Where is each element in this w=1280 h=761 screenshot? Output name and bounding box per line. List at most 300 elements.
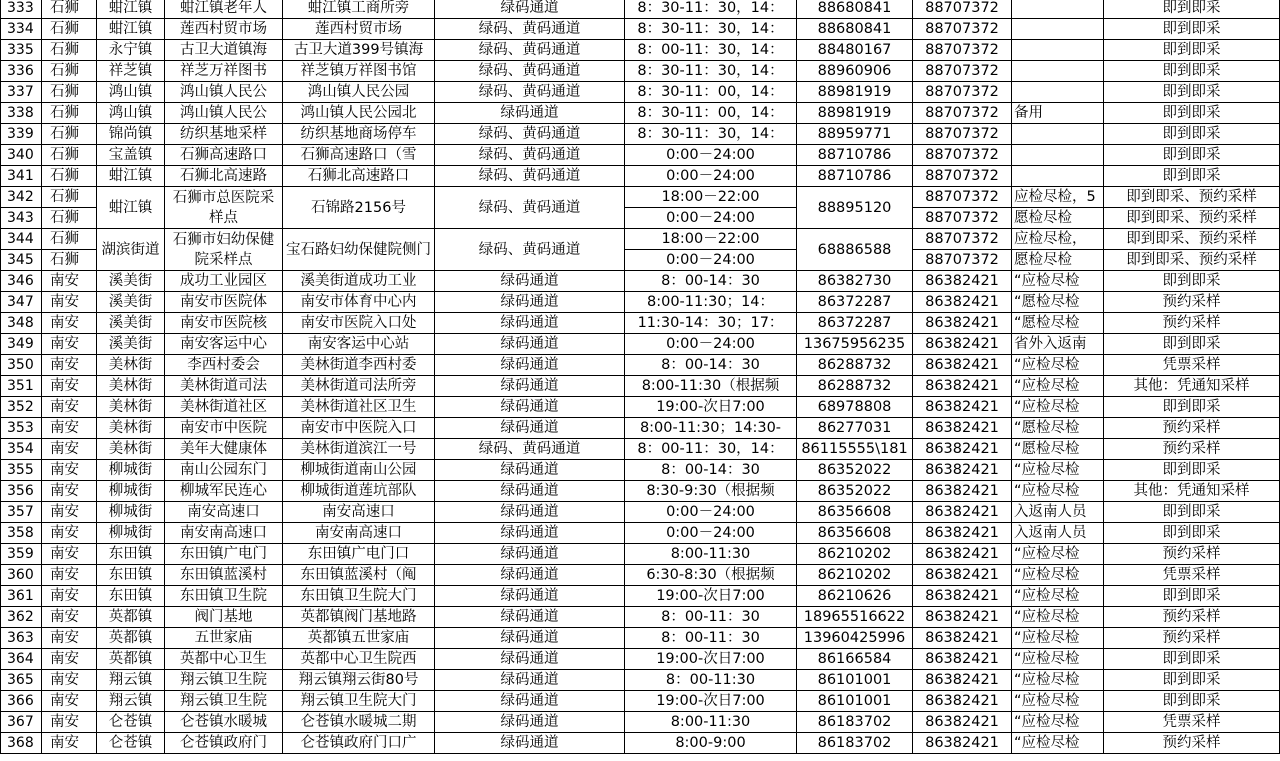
channel-cell: 绿码通道 — [435, 628, 625, 649]
table-row — [1, 103, 1280, 124]
table-row — [1, 187, 1280, 208]
channel-cell: 绿码通道 — [435, 271, 625, 292]
town-cell: 东田镇 — [97, 544, 165, 565]
time-cell: 8:00-11:30 — [625, 544, 797, 565]
channel-cell: 绿码通道 — [435, 292, 625, 313]
row-number: 345 — [1, 250, 42, 271]
city-cell: 南安 — [42, 628, 97, 649]
row-number: 349 — [1, 334, 42, 355]
row-number: 334 — [1, 19, 42, 40]
town-cell: 祥芝镇 — [97, 61, 165, 82]
hotline-cell: 86382421 — [913, 439, 1012, 460]
channel-cell: 绿码通道 — [435, 334, 625, 355]
phone-cell: 86288732 — [797, 376, 913, 397]
table-row — [1, 124, 1280, 145]
phone-cell: 86210202 — [797, 544, 913, 565]
row-number: 363 — [1, 628, 42, 649]
address-cell: 南安南高速口 — [283, 523, 435, 544]
row-number: 347 — [1, 292, 42, 313]
table-row — [1, 481, 1280, 502]
address-cell: 石锦路2156号 — [283, 187, 435, 229]
mode-cell: 即到即采、预约采样 — [1104, 250, 1280, 271]
time-cell: 8：30-11：30，14： — [625, 61, 797, 82]
time-cell: 8：30-11：30，14： — [625, 0, 797, 19]
mode-cell: 其他：凭通知采样 — [1104, 481, 1280, 502]
site-name-cell: 柳城军民连心 — [165, 481, 283, 502]
town-cell: 美林街 — [97, 439, 165, 460]
table-row — [1, 40, 1280, 61]
mode-cell: 即到即采 — [1104, 586, 1280, 607]
city-cell: 石狮 — [42, 19, 97, 40]
table-row — [1, 607, 1280, 628]
channel-cell: 绿码通道 — [435, 313, 625, 334]
table-row — [1, 397, 1280, 418]
row-number: 357 — [1, 502, 42, 523]
site-name-cell: 南安市医院核 — [165, 313, 283, 334]
address-cell: 东田镇卫生院大门 — [283, 586, 435, 607]
hotline-cell: 86382421 — [913, 334, 1012, 355]
table-row — [1, 271, 1280, 292]
address-cell: 宝石路妇幼保健院侧门 — [283, 229, 435, 271]
city-cell: 南安 — [42, 271, 97, 292]
phone-cell: 88895120 — [797, 187, 913, 229]
time-cell: 8：00-14：30 — [625, 271, 797, 292]
table-row — [1, 502, 1280, 523]
city-cell: 石狮 — [42, 61, 97, 82]
note-cell: 入返南人员 — [1012, 523, 1104, 544]
city-cell: 石狮 — [42, 250, 97, 271]
table-row — [1, 565, 1280, 586]
row-number: 353 — [1, 418, 42, 439]
phone-cell: 86277031 — [797, 418, 913, 439]
city-cell: 南安 — [42, 691, 97, 712]
address-cell: 南安客运中心站 — [283, 334, 435, 355]
table-row — [1, 0, 1280, 19]
mode-cell: 即到即采 — [1104, 691, 1280, 712]
mode-cell: 即到即采 — [1104, 145, 1280, 166]
site-name-cell: 李西村委会 — [165, 355, 283, 376]
city-cell: 南安 — [42, 502, 97, 523]
time-cell: 18:00－22:00 — [625, 187, 797, 208]
note-cell: “愿检尽检 — [1012, 439, 1104, 460]
city-cell: 南安 — [42, 439, 97, 460]
town-cell: 锦尚镇 — [97, 124, 165, 145]
note-cell: “应检尽检 — [1012, 376, 1104, 397]
channel-cell: 绿码通道 — [435, 103, 625, 124]
channel-cell: 绿码、黄码通道 — [435, 82, 625, 103]
note-cell — [1012, 124, 1104, 145]
town-cell: 美林街 — [97, 418, 165, 439]
town-cell: 蚶江镇 — [97, 166, 165, 187]
time-cell: 8:00-11:30；14:30- — [625, 418, 797, 439]
row-number: 346 — [1, 271, 42, 292]
time-cell: 8:00-11:30；14： — [625, 292, 797, 313]
time-cell: 8：00-11:30 — [625, 670, 797, 691]
row-number: 360 — [1, 565, 42, 586]
site-name-cell: 鸿山镇人民公 — [165, 82, 283, 103]
hotline-cell: 86382421 — [913, 502, 1012, 523]
hotline-cell: 86382421 — [913, 586, 1012, 607]
phone-cell: 88680841 — [797, 19, 913, 40]
phone-cell: 68978808 — [797, 397, 913, 418]
site-name-cell: 仑苍镇水暖城 — [165, 712, 283, 733]
mode-cell: 预约采样 — [1104, 313, 1280, 334]
site-name-cell: 南安市中医院 — [165, 418, 283, 439]
city-cell: 南安 — [42, 460, 97, 481]
mode-cell: 即到即采 — [1104, 124, 1280, 145]
town-cell: 柳城街 — [97, 523, 165, 544]
mode-cell: 凭票采样 — [1104, 355, 1280, 376]
address-cell: 翔云镇翔云街80号 — [283, 670, 435, 691]
address-cell: 柳城街道莲坑部队 — [283, 481, 435, 502]
note-cell: “应检尽检 — [1012, 397, 1104, 418]
mode-cell: 即到即采、预约采样 — [1104, 187, 1280, 208]
row-number: 333 — [1, 0, 42, 19]
town-cell: 英都镇 — [97, 649, 165, 670]
row-number: 350 — [1, 355, 42, 376]
address-cell: 纺织基地商场停车 — [283, 124, 435, 145]
row-number: 356 — [1, 481, 42, 502]
phone-cell: 88710786 — [797, 145, 913, 166]
hotline-cell: 86382421 — [913, 376, 1012, 397]
phone-cell: 86183702 — [797, 733, 913, 754]
hotline-cell: 86382421 — [913, 733, 1012, 754]
hotline-cell: 86382421 — [913, 712, 1012, 733]
time-cell: 8：30-11：30，14： — [625, 124, 797, 145]
mode-cell: 即到即采 — [1104, 670, 1280, 691]
row-number: 354 — [1, 439, 42, 460]
time-cell: 8：00-14：30 — [625, 355, 797, 376]
note-cell: “应检尽检 — [1012, 607, 1104, 628]
row-number: 367 — [1, 712, 42, 733]
time-cell: 8：30-11：30，14： — [625, 19, 797, 40]
town-cell: 英都镇 — [97, 628, 165, 649]
town-cell: 蚶江镇 — [97, 187, 165, 229]
phone-cell: 13675956235 — [797, 334, 913, 355]
time-cell: 6:30-8:30（根据频 — [625, 565, 797, 586]
site-name-cell: 东田镇蓝溪村 — [165, 565, 283, 586]
city-cell: 石狮 — [42, 187, 97, 208]
town-cell: 美林街 — [97, 355, 165, 376]
mode-cell: 即到即采、预约采样 — [1104, 229, 1280, 250]
hotline-cell: 86382421 — [913, 397, 1012, 418]
note-cell: “应检尽检 — [1012, 544, 1104, 565]
note-cell — [1012, 82, 1104, 103]
time-cell: 0:00－24:00 — [625, 250, 797, 271]
site-name-cell: 石狮市妇幼保健院采样点 — [165, 229, 283, 271]
address-cell: 仑苍镇政府门口广 — [283, 733, 435, 754]
hotline-cell: 88707372 — [913, 145, 1012, 166]
hotline-cell: 88707372 — [913, 40, 1012, 61]
site-name-cell: 美林街道社区 — [165, 397, 283, 418]
time-cell: 8：00-11：30 — [625, 607, 797, 628]
mode-cell: 即到即采 — [1104, 334, 1280, 355]
site-name-cell: 美年大健康体 — [165, 439, 283, 460]
hotline-cell: 86382421 — [913, 271, 1012, 292]
city-cell: 南安 — [42, 565, 97, 586]
address-cell: 南安市体育中心内 — [283, 292, 435, 313]
site-name-cell: 南安市医院体 — [165, 292, 283, 313]
phone-cell: 88680841 — [797, 0, 913, 19]
hotline-cell: 88707372 — [913, 208, 1012, 229]
note-cell: “应检尽检 — [1012, 481, 1104, 502]
hotline-cell: 86382421 — [913, 691, 1012, 712]
note-cell — [1012, 145, 1104, 166]
city-cell: 南安 — [42, 397, 97, 418]
time-cell: 0:00－24:00 — [625, 145, 797, 166]
site-name-cell: 英都中心卫生 — [165, 649, 283, 670]
city-cell: 南安 — [42, 292, 97, 313]
address-cell: 南安市中医院入口 — [283, 418, 435, 439]
hotline-cell: 86382421 — [913, 565, 1012, 586]
note-cell: “应检尽检 — [1012, 712, 1104, 733]
site-name-cell: 美林街道司法 — [165, 376, 283, 397]
address-cell: 东田镇广电门口 — [283, 544, 435, 565]
city-cell: 南安 — [42, 586, 97, 607]
channel-cell: 绿码通道 — [435, 481, 625, 502]
channel-cell: 绿码通道 — [435, 712, 625, 733]
note-cell: “应检尽检 — [1012, 733, 1104, 754]
city-cell: 南安 — [42, 649, 97, 670]
town-cell: 柳城街 — [97, 460, 165, 481]
channel-cell: 绿码、黄码通道 — [435, 61, 625, 82]
table-row — [1, 19, 1280, 40]
city-cell: 南安 — [42, 670, 97, 691]
channel-cell: 绿码通道 — [435, 691, 625, 712]
channel-cell: 绿码、黄码通道 — [435, 187, 625, 229]
note-cell: 省外入返南 — [1012, 334, 1104, 355]
address-cell: 柳城街道南山公园 — [283, 460, 435, 481]
channel-cell: 绿码、黄码通道 — [435, 124, 625, 145]
time-cell: 18:00－22:00 — [625, 229, 797, 250]
town-cell: 仑苍镇 — [97, 733, 165, 754]
table-row — [1, 229, 1280, 250]
row-number: 358 — [1, 523, 42, 544]
channel-cell: 绿码通道 — [435, 376, 625, 397]
row-number: 341 — [1, 166, 42, 187]
channel-cell: 绿码、黄码通道 — [435, 40, 625, 61]
table-row — [1, 61, 1280, 82]
town-cell: 美林街 — [97, 397, 165, 418]
city-cell: 石狮 — [42, 166, 97, 187]
town-cell: 柳城街 — [97, 502, 165, 523]
mode-cell: 预约采样 — [1104, 418, 1280, 439]
time-cell: 19:00-次日7:00 — [625, 586, 797, 607]
phone-cell: 18965516622 — [797, 607, 913, 628]
table-row — [1, 439, 1280, 460]
mode-cell: 即到即采 — [1104, 103, 1280, 124]
town-cell: 东田镇 — [97, 565, 165, 586]
mode-cell: 即到即采 — [1104, 502, 1280, 523]
city-cell: 石狮 — [42, 124, 97, 145]
town-cell: 翔云镇 — [97, 691, 165, 712]
row-number: 352 — [1, 397, 42, 418]
city-cell: 石狮 — [42, 0, 97, 19]
mode-cell: 即到即采 — [1104, 19, 1280, 40]
phone-cell: 88710786 — [797, 166, 913, 187]
site-name-cell: 东田镇广电门 — [165, 544, 283, 565]
site-name-cell: 南安客运中心 — [165, 334, 283, 355]
city-cell: 石狮 — [42, 40, 97, 61]
mode-cell: 即到即采 — [1104, 460, 1280, 481]
city-cell: 石狮 — [42, 103, 97, 124]
time-cell: 19:00-次日7:00 — [625, 649, 797, 670]
hotline-cell: 86382421 — [913, 481, 1012, 502]
site-name-cell: 祥芝万祥图书 — [165, 61, 283, 82]
time-cell: 8：30-11：00，14： — [625, 82, 797, 103]
time-cell: 8:30-9:30（根据频 — [625, 481, 797, 502]
note-cell — [1012, 166, 1104, 187]
channel-cell: 绿码、黄码通道 — [435, 19, 625, 40]
channel-cell: 绿码通道 — [435, 607, 625, 628]
note-cell — [1012, 0, 1104, 19]
channel-cell: 绿码通道 — [435, 649, 625, 670]
time-cell: 0:00－24:00 — [625, 334, 797, 355]
mode-cell: 预约采样 — [1104, 733, 1280, 754]
time-cell: 8：30-11：00，14： — [625, 103, 797, 124]
town-cell: 溪美街 — [97, 313, 165, 334]
table-row — [1, 376, 1280, 397]
site-name-cell: 仑苍镇政府门 — [165, 733, 283, 754]
site-name-cell: 翔云镇卫生院 — [165, 691, 283, 712]
row-number: 365 — [1, 670, 42, 691]
time-cell: 8：00-11：30，14： — [625, 40, 797, 61]
table-row — [1, 628, 1280, 649]
channel-cell: 绿码通道 — [435, 670, 625, 691]
row-number: 339 — [1, 124, 42, 145]
mode-cell: 即到即采 — [1104, 649, 1280, 670]
hotline-cell: 86382421 — [913, 313, 1012, 334]
city-cell: 南安 — [42, 355, 97, 376]
time-cell: 19:00-次日7:00 — [625, 397, 797, 418]
city-cell: 石狮 — [42, 229, 97, 250]
table-row — [1, 544, 1280, 565]
address-cell: 鸿山镇人民公园 — [283, 82, 435, 103]
phone-cell: 86210202 — [797, 565, 913, 586]
time-cell: 8：00-11：30，14： — [625, 439, 797, 460]
address-cell: 美林街道司法所旁 — [283, 376, 435, 397]
note-cell: 入返南人员 — [1012, 502, 1104, 523]
table-row — [1, 460, 1280, 481]
note-cell: “愿检尽检 — [1012, 313, 1104, 334]
mode-cell: 预约采样 — [1104, 607, 1280, 628]
hotline-cell: 86382421 — [913, 670, 1012, 691]
time-cell: 8：00-11：30 — [625, 628, 797, 649]
mode-cell: 预约采样 — [1104, 439, 1280, 460]
mode-cell: 即到即采 — [1104, 166, 1280, 187]
row-number: 340 — [1, 145, 42, 166]
phone-cell: 86356608 — [797, 502, 913, 523]
row-number: 366 — [1, 691, 42, 712]
note-cell — [1012, 61, 1104, 82]
table-row — [1, 166, 1280, 187]
city-cell: 南安 — [42, 733, 97, 754]
city-cell: 南安 — [42, 481, 97, 502]
site-name-cell: 南安高速口 — [165, 502, 283, 523]
city-cell: 南安 — [42, 523, 97, 544]
town-cell: 湖滨街道 — [97, 229, 165, 271]
hotline-cell: 86382421 — [913, 649, 1012, 670]
phone-cell: 86372287 — [797, 292, 913, 313]
hotline-cell: 86382421 — [913, 418, 1012, 439]
hotline-cell: 88707372 — [913, 19, 1012, 40]
time-cell: 0:00－24:00 — [625, 166, 797, 187]
row-number: 359 — [1, 544, 42, 565]
channel-cell: 绿码通道 — [435, 586, 625, 607]
channel-cell: 绿码通道 — [435, 0, 625, 19]
time-cell: 0:00－24:00 — [625, 502, 797, 523]
row-number: 348 — [1, 313, 42, 334]
city-cell: 南安 — [42, 712, 97, 733]
phone-cell: 86101001 — [797, 670, 913, 691]
row-number: 336 — [1, 61, 42, 82]
city-cell: 石狮 — [42, 145, 97, 166]
time-cell: 8：00-14：30 — [625, 460, 797, 481]
hotline-cell: 88707372 — [913, 166, 1012, 187]
address-cell: 英都镇五世家庙 — [283, 628, 435, 649]
address-cell: 祥芝镇万祥图书馆 — [283, 61, 435, 82]
row-number: 368 — [1, 733, 42, 754]
city-cell: 石狮 — [42, 208, 97, 229]
site-name-cell: 石狮高速路口 — [165, 145, 283, 166]
town-cell: 蚶江镇 — [97, 19, 165, 40]
note-cell: “应检尽检 — [1012, 691, 1104, 712]
note-cell: “应检尽检 — [1012, 586, 1104, 607]
channel-cell: 绿码、黄码通道 — [435, 229, 625, 271]
address-cell: 东田镇蓝溪村（阄 — [283, 565, 435, 586]
row-number: 362 — [1, 607, 42, 628]
row-number: 343 — [1, 208, 42, 229]
channel-cell: 绿码通道 — [435, 544, 625, 565]
address-cell: 石狮高速路口（雪 — [283, 145, 435, 166]
note-cell: “应检尽检 — [1012, 565, 1104, 586]
row-number: 364 — [1, 649, 42, 670]
phone-cell: 86101001 — [797, 691, 913, 712]
address-cell: 莲西村贸市场 — [283, 19, 435, 40]
site-name-cell: 五世家庙 — [165, 628, 283, 649]
site-name-cell: 成功工业园区 — [165, 271, 283, 292]
hotline-cell: 88707372 — [913, 0, 1012, 19]
table-row — [1, 292, 1280, 313]
mode-cell: 即到即采 — [1104, 271, 1280, 292]
note-cell: “应检尽检 — [1012, 649, 1104, 670]
note-cell: “应检尽检 — [1012, 271, 1104, 292]
time-cell: 11:30-14：30；17： — [625, 313, 797, 334]
row-number: 355 — [1, 460, 42, 481]
mode-cell: 即到即采、预约采样 — [1104, 208, 1280, 229]
address-cell: 蚶江镇工商所旁 — [283, 0, 435, 19]
site-name-cell: 纺织基地采样 — [165, 124, 283, 145]
channel-cell: 绿码、黄码通道 — [435, 166, 625, 187]
town-cell: 美林街 — [97, 376, 165, 397]
mode-cell: 即到即采 — [1104, 82, 1280, 103]
site-name-cell: 古卫大道镇海 — [165, 40, 283, 61]
city-cell: 南安 — [42, 334, 97, 355]
mode-cell: 预约采样 — [1104, 292, 1280, 313]
row-number: 342 — [1, 187, 42, 208]
city-cell: 南安 — [42, 418, 97, 439]
site-name-cell: 莲西村贸市场 — [165, 19, 283, 40]
phone-cell: 86382730 — [797, 271, 913, 292]
address-cell: 南安市医院入口处 — [283, 313, 435, 334]
hotline-cell: 86382421 — [913, 523, 1012, 544]
table-row — [1, 82, 1280, 103]
channel-cell: 绿码通道 — [435, 502, 625, 523]
town-cell: 溪美街 — [97, 271, 165, 292]
note-cell: “愿检尽检 — [1012, 418, 1104, 439]
table-row — [1, 355, 1280, 376]
phone-cell: 86352022 — [797, 481, 913, 502]
